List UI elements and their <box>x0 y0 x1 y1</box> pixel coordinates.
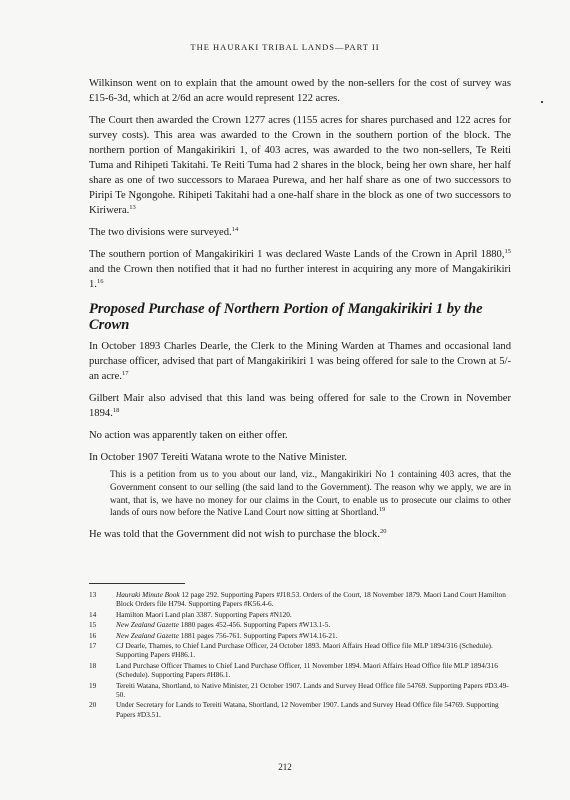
footnote-ref[interactable]: 19 <box>378 506 386 514</box>
footnote-body: Under Secretary for Lands to Tereiti Watana, Shortland, 12 November 1907. Lands and Survey Head Office file 54769. Supporting Papers #D3.51. <box>116 700 499 719</box>
paragraph-1 <box>89 76 511 106</box>
paragraph-6 <box>89 391 511 421</box>
paragraph-1-text: Wilkinson went on to explain that the amount owed by the non-sellers for the cost of survey was £15-6-3d, which at 2/6d an acre would represent 122 acres. <box>89 78 511 104</box>
paragraph-2-text: The Court then awarded the Crown 1277 acres (1155 acres for shares purchased and 122 acres for survey costs). This area was awarded to the Crown in the southern portion of the block. The northern portion of Mangakirikiri 1, of 403 acres, was awarded to the two non-sellers, Te Reiti Tuma and Rihipeti Takitahi. Te Reiti Tuma had 2 shares in the block, being her own share, her half share as one of two successors to Maraea Purewa, and her half share as one of two successors to Piripi Te Ngongohe. Rihipeti Takitahi had a one-half share in the block as one of two successors to Kiriwera. <box>89 115 511 216</box>
paragraph-9-text: He was told that the Government did not wish to purchase the block. <box>89 529 380 541</box>
footnote-source-title: New Zealand Gazette <box>116 630 179 640</box>
footnote-source-title: New Zealand Gazette <box>116 620 179 630</box>
footnote <box>89 631 509 640</box>
footnote-number: 16 <box>89 630 97 640</box>
footnote-text <box>116 661 509 680</box>
paragraph-8-text: In October 1907 Tereiti Watana wrote to the Native Minister. <box>89 452 348 463</box>
body-text <box>89 76 511 549</box>
footnote-ref[interactable]: 14 <box>231 226 239 233</box>
footnote <box>89 641 509 660</box>
footnote-text <box>116 610 509 619</box>
footnote-number: 17 <box>89 641 97 651</box>
paragraph-4 <box>89 247 511 292</box>
footnote-ref[interactable]: 16 <box>96 278 104 285</box>
footnote <box>89 661 509 680</box>
stray-mark <box>541 101 543 103</box>
footnote-ref[interactable]: 17 <box>121 370 129 377</box>
paragraph-4-text-a: The southern portion of Mangakirikiri 1 was declared Waste Lands of the Crown in April 1880, <box>89 249 505 260</box>
footnote-number: 14 <box>89 609 97 619</box>
footnote-divider <box>89 583 185 584</box>
block-quote-text: This is a petition from us to you about our land, viz., Mangakirikiri No 1 containing 403 acres, that the Government consent to our selling (the said land to the Government). The reason why we apply, we are in want, that is, we have no money for our claims in the Court, to enable us to prosecute our claims to other lands of ours now before the Native Land Court now sitting at Shortland. <box>110 469 511 518</box>
paragraph-5-text: In October 1893 Charles Dearle, the Clerk to the Mining Warden at Thames and occasional land purchase officer, advised that part of Mangakirikiri 1 was being offered for sale to the Crown at 5/- an acre. <box>89 341 511 382</box>
footnote-body: Land Purchase Officer Thames to Chief Land Purchase Officer, 11 November 1894. Maori Affairs Head Office file MLP 1894/316 (Schedule). Supporting Papers #H86.1. <box>116 660 498 680</box>
section-heading: Proposed Purchase of Northern Portion of Mangakirikiri 1 by the Crown <box>89 301 483 333</box>
footnote-number: 13 <box>89 590 97 599</box>
paragraph-2 <box>89 113 511 218</box>
footnote-text <box>116 641 509 660</box>
footnote-ref[interactable]: 18 <box>112 407 120 414</box>
footnotes <box>89 590 509 720</box>
footnote <box>89 590 509 609</box>
paragraph-5 <box>89 339 511 384</box>
footnote <box>89 610 509 619</box>
footnote-number: 18 <box>89 660 97 670</box>
footnote <box>89 620 509 629</box>
footnote-ref[interactable]: 13 <box>129 204 136 211</box>
footnote-body: Hamilton Maori Land plan 3387. Supporting Papers #N120. <box>116 609 292 619</box>
running-header: THE HAURAKI TRIBAL LANDS—PART II <box>190 42 380 52</box>
block-quote <box>110 468 511 519</box>
footnote-number: 19 <box>89 680 97 690</box>
paragraph-4-text-b: and the Crown then notified that it had no further interest in acquiring any more of Mangakirikiri 1. <box>89 264 511 290</box>
footnote-source-title: Hauraki Minute Book <box>116 590 180 599</box>
footnote-body: Tereiti Watana, Shortland, to Native Minister, 21 October 1907. Lands and Survey Head Office file 54769. Supporting Papers #D3.49-50. <box>116 680 509 700</box>
paragraph-7-text: No action was apparently taken on either offer. <box>89 430 288 441</box>
footnote-number: 15 <box>89 620 97 630</box>
footnote-ref[interactable]: 20 <box>379 528 387 536</box>
footnote-body: 12 page 292. Supporting Papers #J18.53. Orders of the Court, 18 November 1879. Maori Land Court Hamilton Block Orders file H794. Supporting Papers #K56.4-6. <box>116 590 506 609</box>
footnote-text <box>116 631 509 640</box>
page-number: 212 <box>278 762 292 772</box>
footnote <box>89 700 509 719</box>
footnote-ref[interactable]: 15 <box>504 248 511 255</box>
footnote-text <box>116 620 509 629</box>
paragraph-8 <box>89 450 511 465</box>
paragraph-6-text: Gilbert Mair also advised that this land was being offered for sale to the Crown in November 1894. <box>89 393 511 419</box>
paragraph-3 <box>89 225 511 240</box>
paragraph-7 <box>89 428 511 443</box>
footnote-text <box>116 700 509 719</box>
paragraph-9 <box>89 527 511 542</box>
footnote-text <box>116 681 509 700</box>
footnote-text <box>116 590 509 609</box>
footnote-number: 20 <box>89 700 97 710</box>
footnote <box>89 681 509 700</box>
footnote-body: 1880 pages 452-456. Supporting Papers #W13.1-5. <box>178 620 331 630</box>
footnote-body: CJ Dearle, Thames, to Chief Land Purchase Officer, 24 October 1893. Maori Affairs Head Office file MLP 1894/316 (Schedule). Supporting Papers #H86.1. <box>116 641 493 660</box>
footnote-body: 1881 pages 756-761. Supporting Papers #W14.16-21. <box>178 630 338 640</box>
paragraph-3-text: The two divisions were surveyed. <box>89 227 232 238</box>
